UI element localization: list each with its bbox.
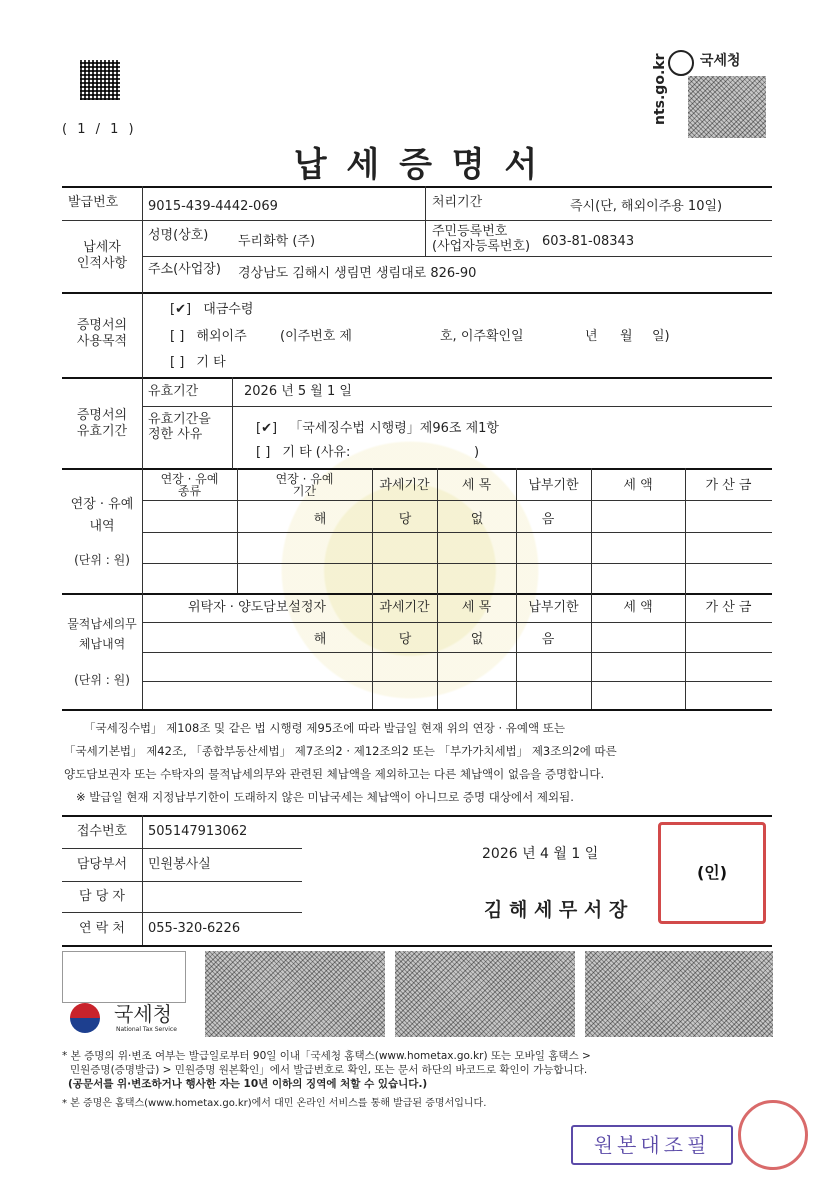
col-deferral-period: 연장 · 유예 기간 [275,472,334,498]
checkbox-icon: [ ] [256,445,271,460]
purpose-section-label: 증명서의 사용목적 [76,318,128,349]
emigration-month: 월 [620,329,633,344]
processing-period-label: 처리기간 [432,195,483,210]
purpose-option-other: [ ] 기 타 [170,355,226,370]
footer-warning: (공문서를 위·변조하거나 행사한 자는 10년 이하의 징역에 처할 수 있습니다.) [68,1078,428,1090]
name-value: 두리화학 (주) [238,234,316,249]
statement-note: ※ 발급일 현재 지정납부기한이 도래하지 않은 미납국세는 체납액이 아니므로 증명 대상에서 제외됨. [76,790,574,804]
col-due-date: 납부기한 [528,478,579,493]
department-value: 민원봉사실 [148,857,211,872]
document-title: 납 세 증 명 서 [293,145,542,185]
col-tax-amount-2: 세 액 [623,600,653,615]
nts-logo-subtitle: National Tax Service [116,1026,177,1033]
processing-period-value: 즉시(단, 해외이주용 10일) [570,199,723,214]
deferral-none-2: 당 [398,512,412,527]
col-tax-period: 과세기간 [379,478,430,493]
secondary-unit: (단위 : 원) [74,673,130,687]
secondary-none-2: 당 [398,632,412,647]
verification-barcode-2[interactable] [395,951,575,1037]
original-copy-stamp: 원본대조필 [571,1125,733,1165]
footer-note-1b: 민원증명(증명발급) > 민원증명 원본확인」에서 발급번호로 확인, 또는 문서 하단의 바코드로 확인이 가능합니다. [70,1064,588,1076]
footer-note-1a: * 본 증명의 위·변조 여부는 발급일로부터 90일 이내「국세청 홈택스(www.hometax.go.kr) 또는 모바일 홈택스 > [62,1050,591,1062]
department-label: 담당부서 [76,857,128,872]
col-penalty-2: 가 산 금 [705,600,752,615]
official-seal: (인) [658,822,766,924]
validity-reason-label: 유효기간을 정한 사유 [148,412,211,442]
secondary-section-label: 물적납세의무 체납내역 [67,617,137,651]
deferral-unit: (단위 : 원) [74,553,130,567]
col-tax-item: 세 목 [461,478,492,493]
nts-logo-label: 국세청 [114,1002,172,1026]
address-label: 주소(사업장) [148,262,221,277]
deferral-none-1: 해 [313,512,327,527]
issue-date: 2026 년 4 월 1 일 [482,846,599,862]
regno-label: 주민등록번호 (사업자등록번호) [432,224,531,254]
qr-code[interactable] [80,60,120,100]
watermark-emblem [260,420,560,720]
emigration-detail-a: (이주번호 제 [280,329,352,344]
col-due-date-2: 납부기한 [528,600,579,615]
col-tax-item-2: 세 목 [461,600,492,615]
deferral-none-3: 없 [470,512,484,527]
nts-emblem-icon [668,50,694,76]
receipt-number-label: 접수번호 [76,824,128,839]
verification-barcode-3[interactable] [585,951,773,1037]
checkbox-checked-icon: [✔] [170,302,192,317]
purpose-option-payment: [✔] 대금수령 [170,302,254,317]
validity-section-label: 증명서의 유효기간 [76,408,128,439]
red-circle-seal [738,1100,808,1170]
col-penalty: 가 산 금 [705,478,752,493]
nts-logo-text: 국세청 [700,53,741,69]
validity-reason-close: ) [474,445,480,460]
statement-line-3: 양도담보권자 또는 수탁자의 물적납세의무와 관련된 체납액을 제외하고는 다른 체납액이 없음을 증명합니다. [64,767,605,781]
statement-line-2: 「국세기본법」 제42조, 「종합부동산세법」 제7조의2 · 제12조의2 또는 「부가가치세법」 제3조의2에 따른 [64,744,617,758]
verification-barcode-1[interactable] [205,951,385,1037]
emigration-detail-b: 호, 이주확인일 [440,329,524,344]
nts-barcode[interactable] [688,76,766,138]
regno-value: 603-81-08343 [542,234,635,249]
validity-reason-statute: [✔] 「국세징수법 시행령」제96조 제1항 [256,421,499,436]
contact-value: 055-320-6226 [148,921,241,936]
blank-box [62,951,186,1003]
nts-url: nts.go.kr [652,53,668,125]
validity-period-label: 유효기간 [148,384,199,399]
emigration-year: 년 [585,329,598,344]
secondary-none-3: 없 [470,632,484,647]
issuer-name: 김 해 세 무 서 장 [484,899,628,921]
checkbox-icon: [ ] [170,329,185,344]
checkbox-checked-icon: [✔] [256,421,278,436]
purpose-option-emigration: [ ] 해외이주 [170,329,247,344]
deferral-section-label: 연장 · 유예 내역 [70,497,134,534]
emigration-day: 일) [652,329,670,344]
secondary-none-4: 음 [541,632,555,647]
taxpayer-section-label: 납세자 인적사항 [76,240,128,271]
col-deferral-kind: 연장 · 유예 종류 [160,472,219,498]
col-tax-period-2: 과세기간 [379,600,430,615]
receipt-number-value: 505147913062 [148,824,248,839]
statement-line-1: 「국세징수법」 제108조 및 같은 법 시행령 제95조에 따라 발급일 현재 위의 연장 · 유예액 또는 [84,721,566,735]
deferral-none-4: 음 [541,512,555,527]
nts-taegeuk-logo-icon [70,1003,100,1033]
issue-number-label: 발급번호 [68,195,119,210]
secondary-none-1: 해 [313,632,327,647]
validity-period-value: 2026 년 5 월 1 일 [244,384,352,399]
col-trustee: 위탁자 · 양도담보설정자 [188,600,326,615]
validity-reason-other: [ ] 기 타 (사유: [256,445,351,460]
person-in-charge-label: 담 당 자 [79,889,125,904]
page-counter: ( 1 / 1 ) [62,122,137,137]
issue-number-value: 9015-439-4442-069 [148,199,278,214]
contact-label: 연 락 처 [79,921,125,936]
checkbox-icon: [ ] [170,355,185,370]
footer-note-2: * 본 증명은 홈택스(www.hometax.go.kr)에서 대민 온라인 서비스를 통해 발급된 증명서입니다. [62,1098,487,1109]
address-value: 경상남도 김해시 생림면 생림대로 826-90 [238,266,477,281]
name-label: 성명(상호) [148,228,209,243]
col-tax-amount: 세 액 [623,478,653,493]
